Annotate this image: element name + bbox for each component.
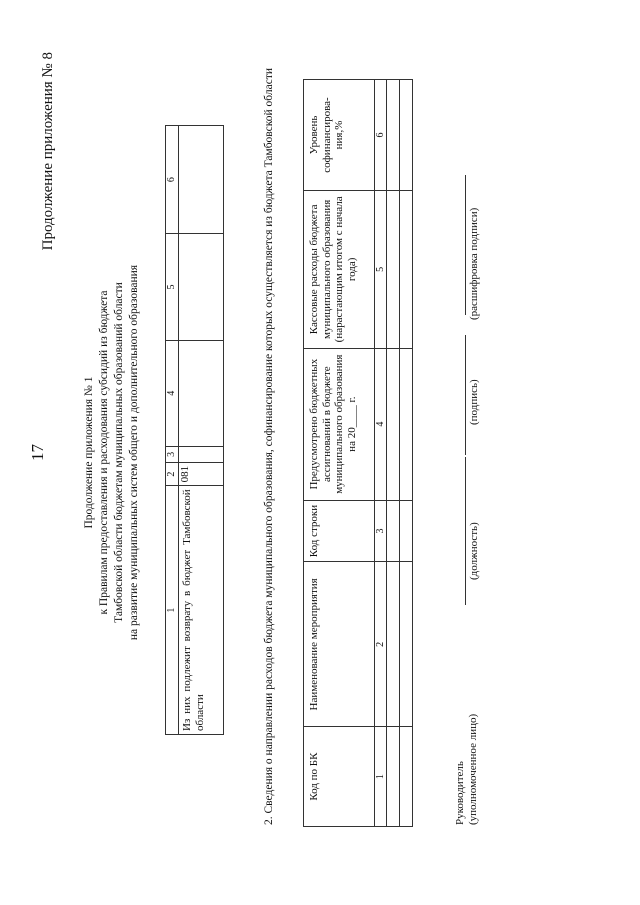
table-2-header-row-code: Код строки xyxy=(304,500,375,562)
table-1-row-label: Из них подлежит возврату в бюджет Тамбовской области xyxy=(179,486,224,735)
table-2-header-expenses: Кассовые расходы бюджета муниципального образования (нарастающим итогом с начала года) xyxy=(304,190,375,348)
table-2-cell xyxy=(387,727,400,827)
table-1-row xyxy=(179,126,224,735)
table-2-col-num: 6 xyxy=(375,80,387,191)
table-2-cell xyxy=(387,190,400,348)
signature-sign-caption: (подпись) xyxy=(468,379,480,425)
table-2 xyxy=(303,79,413,827)
table-1-numbering-row xyxy=(166,126,179,735)
table-2-header-planned xyxy=(304,348,375,500)
signature-head-label xyxy=(454,714,480,825)
table-1-cell xyxy=(179,126,224,234)
table-2-header-level: Уровень софинансирова-ния,% xyxy=(304,80,375,191)
signature-head-line-1: Руководитель xyxy=(454,761,466,825)
table-2-cell xyxy=(387,348,400,500)
signature-position-line xyxy=(465,457,466,605)
table-2-header-planned-text: Предусмотрено бюджетных ассигнований в бюджете муниципального образования на 20 xyxy=(308,354,358,494)
appendix-continuation: Продолжение приложения № 8 xyxy=(40,52,56,251)
table-1-cell xyxy=(179,234,224,340)
table-1-col-num: 1 xyxy=(166,486,179,735)
table-2-cell xyxy=(400,562,413,727)
table-1-col-num: 2 xyxy=(166,462,179,486)
table-2-cell xyxy=(400,500,413,562)
signature-head-line-2: (уполномоченное лицо) xyxy=(467,713,479,825)
table-2-header-event: Наименование мероприятия xyxy=(304,562,375,727)
signature-decoding-caption: (расшифровка подписи) xyxy=(468,207,480,320)
table-2-col-num: 1 xyxy=(375,727,387,827)
table-2-row xyxy=(387,80,400,827)
table-2-col-num: 4 xyxy=(375,348,387,500)
table-2-cell xyxy=(400,348,413,500)
table-2-col-num: 2 xyxy=(375,562,387,727)
table-2-cell xyxy=(400,190,413,348)
table-1-cell xyxy=(179,340,224,446)
table-1-row-code: 081 xyxy=(179,462,224,486)
table-2-numbering-row xyxy=(375,80,387,827)
table-1-col-num: 5 xyxy=(166,234,179,340)
table-2-cell xyxy=(387,500,400,562)
table-2-col-num: 5 xyxy=(375,190,387,348)
header-line-4: на развитие муниципальных систем общего и дополнительного образования xyxy=(128,264,140,641)
table-2-cell xyxy=(400,727,413,827)
table-1-cell xyxy=(179,446,224,462)
page-number: 17 xyxy=(28,444,47,461)
header-line-1: Продолжение приложения № 1 xyxy=(83,376,95,529)
table-1-col-num: 4 xyxy=(166,340,179,446)
header-line-2: к Правилам предоставления и расходования субсидий из бюджета xyxy=(98,290,110,615)
table-2-header-planned-blank: ____ г. xyxy=(345,396,358,428)
header-line-3: Тамбовской области бюджетам муниципальных образований области xyxy=(113,282,125,623)
table-1 xyxy=(165,125,224,735)
section-2-heading: 2. Сведения о направлении расходов бюджета муниципального образования, софинансирование которых осуществляется из бюджета Тамбовской области xyxy=(263,68,275,825)
table-2-row xyxy=(400,80,413,827)
table-2-cell xyxy=(400,80,413,191)
table-2-header-kbk: Код по БК xyxy=(304,727,375,827)
rules-header xyxy=(82,0,142,905)
signature-position-caption: (должность) xyxy=(468,522,480,580)
table-2-cell xyxy=(387,562,400,727)
table-2-cell xyxy=(387,80,400,191)
table-2-col-num: 3 xyxy=(375,500,387,562)
signature-sign-line xyxy=(465,335,466,455)
table-2-header-row xyxy=(304,80,375,827)
signature-decoding-line xyxy=(465,175,466,315)
table-1-col-num: 3 xyxy=(166,446,179,462)
table-1-col-num: 6 xyxy=(166,126,179,234)
